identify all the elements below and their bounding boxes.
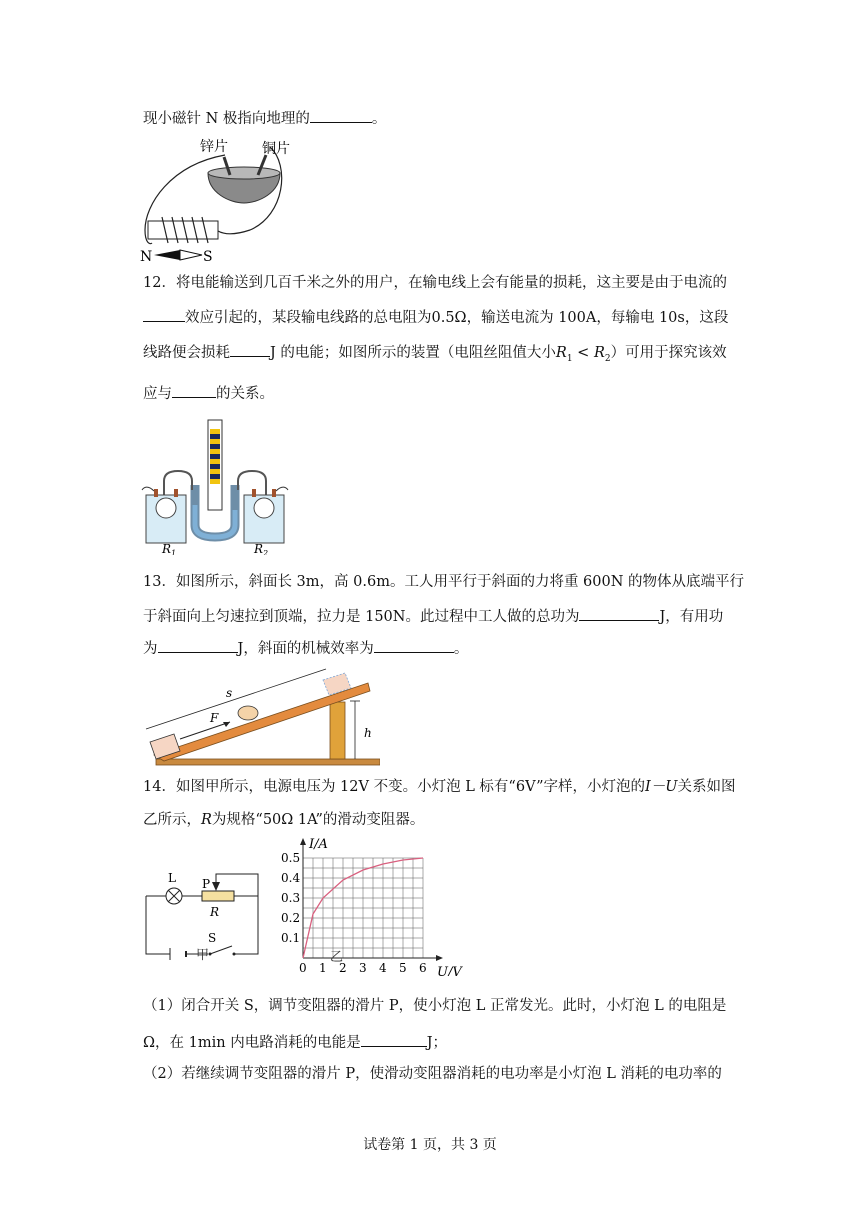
q14-blank2[interactable] bbox=[361, 1030, 427, 1047]
x-tick-label: 0 bbox=[299, 961, 307, 975]
q14-label-S: S bbox=[208, 931, 217, 945]
y-tick-label: 0.1 bbox=[281, 931, 301, 945]
q12-r1-sub: 1 bbox=[566, 353, 573, 364]
q13-support bbox=[330, 702, 345, 759]
q14-line2-head: 乙所示， bbox=[143, 812, 201, 828]
y-tick-label: 0.4 bbox=[281, 871, 301, 885]
q13-hand bbox=[238, 706, 258, 720]
q12-label-R2: $R_2$ bbox=[254, 542, 269, 555]
q12-line2-text: 效应引起的，某段输电线路的总电阻为0.5Ω，输送电流为 100A，每输电 10s，这段 bbox=[185, 310, 729, 326]
q11-N-label: N bbox=[140, 249, 153, 265]
q14-part1-line1: （1）闭合开关 S，调节变阻器的滑片 P，使小灯泡 L 正常发光。此时，小灯泡 L 的电阻是 bbox=[143, 998, 727, 1014]
q14-label-R: R bbox=[210, 905, 220, 919]
q12-figure bbox=[140, 415, 290, 555]
q13-line3-head: 为 bbox=[143, 641, 158, 657]
page-footer: 试卷第 1 页，共 3 页 bbox=[363, 1137, 497, 1153]
q14-graph-ylabel: I/A bbox=[309, 837, 328, 852]
q13-label-s: s bbox=[226, 686, 233, 700]
q12-line1: 12．将电能输送到几百千米之外的用户，在输电线上会有能量的损耗，这主要是由于电流的 bbox=[143, 275, 727, 291]
q12-line3 bbox=[143, 340, 727, 369]
q12-blank1[interactable] bbox=[143, 305, 185, 322]
q12-line2 bbox=[143, 305, 728, 328]
q14-switch-lever bbox=[210, 946, 232, 954]
q12-line3-text: J 的电能；如图所示的装置（电阻丝阻值大小 bbox=[270, 345, 556, 361]
q13-line3 bbox=[143, 636, 468, 659]
q14-circuit-caption: 甲 bbox=[196, 948, 210, 963]
q12-flask-right bbox=[254, 498, 274, 518]
q11-copper-label: 铜片 bbox=[262, 141, 290, 157]
q13-line2 bbox=[143, 604, 723, 627]
q12-lead-right bbox=[276, 487, 288, 491]
q11-figure bbox=[140, 135, 290, 265]
q12-lt: < bbox=[572, 345, 594, 361]
q14-graph-xticks bbox=[299, 961, 427, 975]
q13-label-h: h bbox=[364, 726, 372, 740]
y-tick-label: 0.5 bbox=[281, 851, 301, 865]
q14-line2-tail: 为规格“50Ω 1A”的滑动变阻器。 bbox=[211, 812, 425, 828]
q14-part1-line2-tail: J； bbox=[426, 1035, 448, 1051]
q14-line1-tail: 关系如图 bbox=[677, 779, 736, 795]
q11-zinc-label: 锌片 bbox=[200, 139, 228, 155]
q12-lead-left bbox=[142, 487, 154, 491]
q14-graph-caption: 乙 bbox=[330, 950, 344, 965]
q11-end: 。 bbox=[371, 111, 387, 127]
q11-blank[interactable] bbox=[310, 106, 372, 123]
q13-base bbox=[156, 759, 380, 765]
q12-label-R1: $R_1$ bbox=[162, 542, 177, 555]
q14-R: R bbox=[201, 812, 212, 828]
q12-flask-left bbox=[156, 498, 176, 518]
x-tick-label: 3 bbox=[359, 961, 367, 975]
q12-line4 bbox=[143, 381, 274, 404]
y-tick-label: 0.3 bbox=[281, 891, 301, 905]
q13-line3-end: 。 bbox=[453, 641, 469, 657]
q13-line2-tail: J，有用功 bbox=[659, 609, 724, 625]
q14-label-L: L bbox=[168, 871, 176, 885]
q14-part2-line1: （2）若继续调节变阻器的滑片 P，使滑动变阻器消耗的电功率是小灯泡 L 消耗的电功率的 bbox=[143, 1066, 722, 1082]
q11-S-label: S bbox=[203, 249, 213, 265]
q11-text: 现小磁针 N 极指向地理的 bbox=[143, 111, 310, 127]
q12-r2-sub: 2 bbox=[604, 353, 611, 364]
x-tick-label: 1 bbox=[319, 961, 327, 975]
q14-part1-line2 bbox=[143, 1030, 447, 1053]
q14-graph-y-arrow bbox=[300, 838, 306, 845]
q12-blank2[interactable] bbox=[230, 340, 270, 357]
q13-line1: 13．如图所示，斜面长 3m，高 0.6m。工人用平行于斜面的力将重 600N 的物体从底端平行 bbox=[143, 574, 745, 590]
q14-iu-graph bbox=[278, 836, 468, 976]
q11-needle-south bbox=[180, 250, 202, 260]
x-tick-label: 2 bbox=[339, 961, 347, 975]
q11-needle-north bbox=[154, 250, 180, 260]
q14-line2 bbox=[143, 810, 424, 830]
q13-line3-mid: J，斜面的机械效率为 bbox=[237, 641, 374, 657]
q13-blank3[interactable] bbox=[374, 636, 454, 653]
x-tick-label: 5 bbox=[399, 961, 407, 975]
q12-r1-symbol: R bbox=[555, 345, 567, 361]
q14-graph-xlabel: U/V bbox=[437, 965, 462, 976]
x-tick-label: 4 bbox=[379, 961, 387, 975]
q14-graph-x-arrow bbox=[436, 955, 443, 961]
q14-rheostat bbox=[202, 891, 234, 901]
q13-blank1[interactable] bbox=[579, 604, 659, 621]
q12-line4-head: 应与 bbox=[143, 386, 172, 402]
q14-wire-left bbox=[146, 896, 170, 954]
q14-graph-grid bbox=[303, 858, 423, 958]
q14-slider-arrow bbox=[212, 882, 220, 891]
q13-figure bbox=[140, 665, 380, 771]
q14-label-P: P bbox=[202, 877, 211, 891]
q14-wire-right bbox=[234, 896, 258, 954]
q14-graph-yticks bbox=[281, 851, 300, 945]
q13-line2-head: 于斜面向上匀速拉到顶端，拉力是 150N。此过程中工人做的总功为 bbox=[143, 609, 580, 625]
x-tick-label: 6 bbox=[419, 961, 427, 975]
y-tick-label: 0.2 bbox=[281, 911, 301, 925]
q12-line3-end: ）可用于探究该效 bbox=[610, 345, 727, 361]
q14-iu: I－U bbox=[645, 779, 678, 795]
q14-switch-contact bbox=[233, 953, 236, 956]
q11-line bbox=[143, 106, 386, 129]
q13-s-line bbox=[146, 669, 326, 729]
q14-line1-head: 14．如图甲所示，电源电压为 12V 不变。小灯泡 L 标有“6V”字样，小灯泡的 bbox=[143, 779, 645, 795]
q12-r2-symbol: R bbox=[593, 345, 605, 361]
q12-line3-head: 线路便会损耗 bbox=[143, 345, 230, 361]
q11-bowl-rim bbox=[208, 167, 280, 179]
q14-line1 bbox=[143, 777, 735, 797]
q13-blank2[interactable] bbox=[158, 636, 238, 653]
q12-line4-tail: 的关系。 bbox=[216, 386, 274, 402]
q14-part1-line2-head: Ω，在 1min 内电路消耗的电能是 bbox=[143, 1035, 361, 1051]
q12-blank3[interactable] bbox=[172, 381, 216, 398]
q13-label-F: F bbox=[210, 711, 219, 725]
